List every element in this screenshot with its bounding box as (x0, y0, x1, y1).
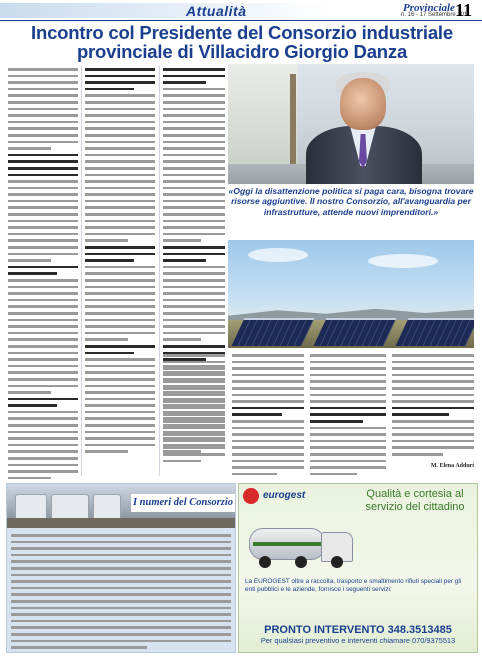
pull-quote: «Oggi la disattenzione politica si paga cara, bisogna trovare risorse aggiuntive. Il nostro Consorzio, all'avanguardia per infrastrutture, attende nuovi imprenditori.» (228, 186, 474, 217)
article-column-2 (85, 66, 155, 455)
eurogest-logo-icon (243, 488, 259, 504)
ad-info: Per qualsiasi preventivo e interventi chiamare 070/9375513 (260, 636, 456, 645)
article-column-6 (392, 352, 474, 458)
numbers-box (6, 483, 236, 653)
box-text (11, 532, 231, 651)
page-header (0, 0, 482, 20)
column-rule (159, 66, 160, 476)
tanker-truck-image (249, 518, 357, 572)
article-column-3-lower (163, 352, 225, 464)
column-rule (81, 66, 82, 476)
issue-date: n. 16 - 17 Settembre 2011 (401, 12, 471, 18)
ad-tagline: Qualità e cortesia al servizio del cittadino (365, 488, 465, 513)
header-rule (0, 20, 482, 21)
article-signature: M. Elena Adduri (430, 463, 474, 469)
ad-services-text: La EUROGEST oltre a raccolta, trasporto e smaltimento rifiuti speciali per gli enti pubblici e le aziende, fornisce i seguenti servizi: (245, 578, 462, 593)
ad-brand: eurogest (263, 490, 306, 501)
president-photo (228, 64, 474, 184)
newspaper-brand: Provinciale (403, 2, 455, 14)
article-column-4 (232, 352, 304, 477)
article-column-1 (8, 66, 78, 481)
section-title: Attualità (186, 3, 247, 19)
header-band (0, 3, 330, 18)
article-headline: Incontro col Presidente del Consorzio industriale provinciale di Villacidro Giorgio Danza (31, 22, 453, 62)
solar-panels-photo (228, 240, 474, 348)
ad-phone: PRONTO INTERVENTO 348.3513485 (264, 624, 452, 636)
eurogest-advertisement (238, 483, 478, 653)
article-column-5 (310, 352, 386, 477)
page-number: 11 (455, 0, 473, 20)
box-title: I numeri del Consorzio (131, 494, 235, 512)
